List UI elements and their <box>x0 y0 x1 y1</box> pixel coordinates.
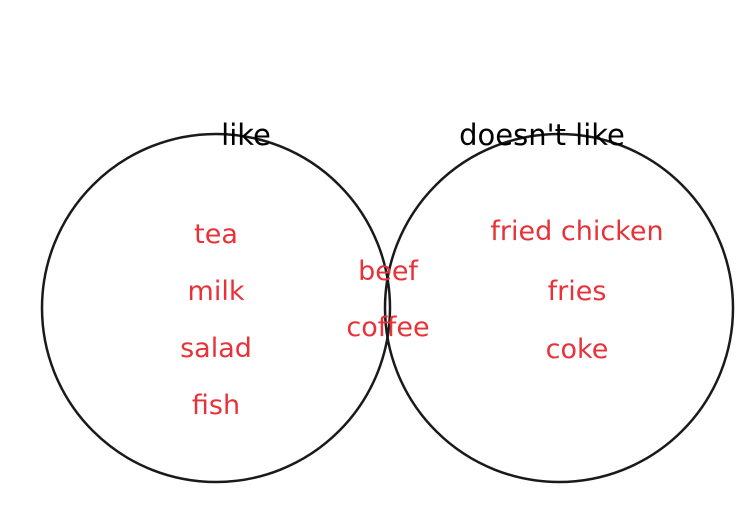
left-heading: like <box>221 118 271 152</box>
left-item: salad <box>180 333 252 364</box>
left-circle <box>42 134 390 482</box>
right-circle <box>385 134 733 482</box>
left-item: milk <box>187 276 245 307</box>
left-item: tea <box>194 219 238 250</box>
overlap-item: beef <box>358 256 418 287</box>
overlap-item: coffee <box>346 312 430 343</box>
right-item: fried chicken <box>490 216 664 247</box>
right-item: coke <box>545 334 609 365</box>
right-item: fries <box>547 276 607 307</box>
left-item: fish <box>191 390 241 421</box>
right-heading: doesn't like <box>459 118 625 152</box>
